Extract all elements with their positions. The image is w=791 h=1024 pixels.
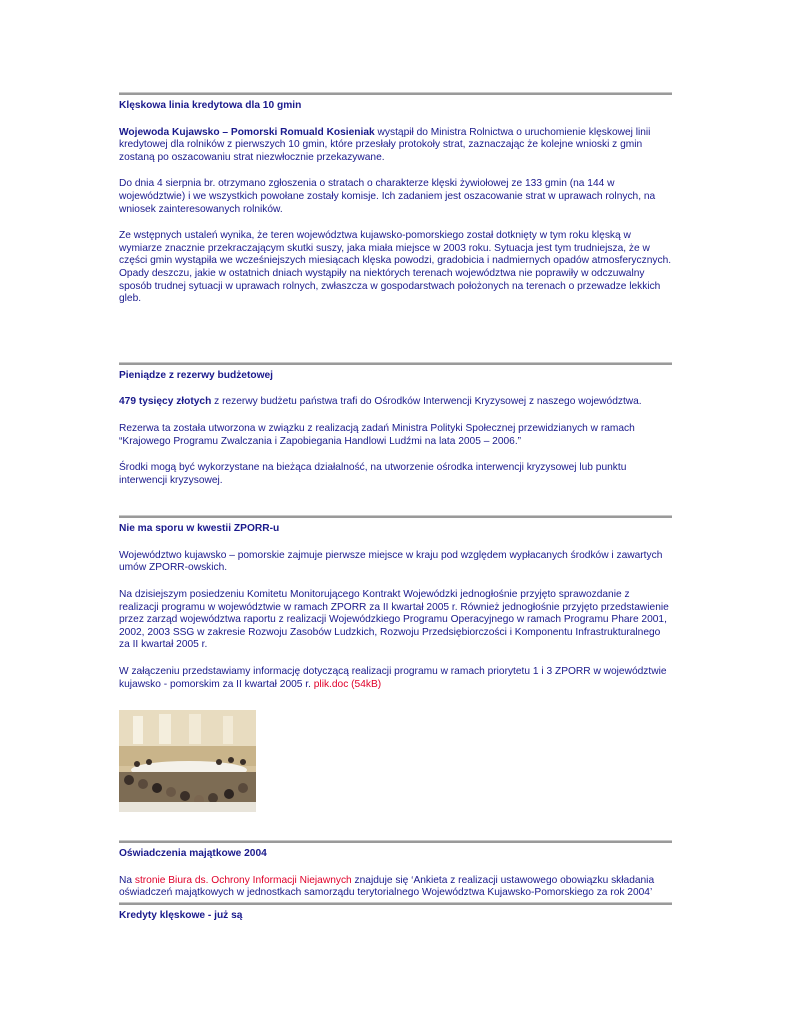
meeting-photo-drawing [119, 710, 256, 812]
paragraph-3-1: Województwo kujawsko – pomorskie zajmuje pierwsze miejsce w kraju pod względem wypłacanych środków i zawartych umów ZPORR-owskich. [119, 549, 663, 574]
section-divider [119, 840, 672, 843]
paragraph-1-2: Do dnia 4 sierpnia br. otrzymano zgłoszenia o stratach o charakterze klęski żywiołowej ze 133 gmin (na 144 w województwie) i we wszystkich powołane zostały komisje. Ich zadaniem jest oszacowanie strat w uprawach rolnych, na wniosek zainteresowanych rolników. [119, 178, 656, 215]
section-divider [119, 902, 672, 905]
section-title-2: Pieniądze z rezerwy budżetowej [119, 369, 273, 381]
paragraph-3-3 [119, 666, 672, 691]
paragraph-4-1-text: znajduje się ‘Ankieta z realizacji ustawowego obowiązku składania oświadczeń majątkowych w jednostkach samorządu terytorialnego Województwa Kujawsko-Pomorskiego za rok 2004’ [119, 874, 655, 899]
paragraph-2-1-text: z rezerwy budżetu państwa trafi do Ośrodków Interwencji Kryzysowej z naszego województwa. [211, 396, 642, 408]
paragraph-1-3: Ze wstępnych ustaleń wynika, że teren województwa kujawsko-pomorskiego został dotknięty w tym roku klęską w wymiarze znacznie przekraczającym skutki suszy, jaka miała miejsce w 2003 roku. Sytuacja jest tym trudniejsza, że w części gmin wystąpiła we wcześniejszych miesiącach klęska powodzi, gradobicia i nadmiernych opadów atmosferycznych. Opady deszczu, jakie w ostatnich dniach wystąpiły na niektórych terenach województwa nie poprawiły w odczuwalny sposób trudnej sytuacji w uprawach rolnych, zwłaszcza w gospodarstwach położonych na terenach o przewadze lekkich gleb. [119, 230, 672, 305]
paragraph-1-1-text: wystąpił do Ministra Rolnictwa o uruchomienie klęskowej linii kredytowej dla rolników z pierwszych 10 gmin, które przesłały protokoły strat, zaznaczając że kolejne wnioski z gmin zostaną po oszacowaniu strat niezwłocznie przekazywane. [119, 126, 651, 163]
paragraph-2-3: Środki mogą być wykorzystane na bieżąca działalność, na utworzenie ośrodka interwencji kryzysowej lub punktu interwencji kryzysowej. [119, 462, 627, 486]
section-divider [119, 515, 672, 518]
paragraph-4-1 [119, 875, 672, 900]
section-title-5: Kredyty klęskowe - już są [119, 910, 243, 921]
niejawnych-office-link[interactable]: stronie Biura ds. Ochrony Informacji Niejawnych [134, 874, 352, 886]
paragraph-1-1 [119, 127, 672, 165]
attachment-size: (54kB) [348, 678, 382, 690]
attachment-link[interactable]: plik.doc [313, 678, 349, 690]
paragraph-4-1-prefix: Na [119, 874, 135, 886]
meeting-photo [119, 710, 256, 812]
paragraph-3-3-text: W załączeniu przedstawiamy informację dotyczącą realizacji programu w ramach priorytetu 1 i 3 ZPORR w województwie kujawsko - pomorskim za II kwartał 2005 r. [119, 666, 667, 690]
paragraph-1-1-bold: Wojewoda Kujawsko – Pomorski Romuald Kosieniak [119, 126, 375, 138]
section-title-1: Klęskowa linia kredytowa dla 10 gmin [119, 100, 302, 111]
article-column [119, 92, 672, 923]
paragraph-2-1-bold: 479 tysięcy złotych [119, 396, 212, 408]
paragraph-2-1 [119, 396, 672, 409]
section-title-4: Oświadczenia majątkowe 2004 [119, 848, 267, 860]
section-divider [119, 362, 672, 365]
section-title-3: Nie ma sporu w kwestii ZPORR-u [119, 523, 280, 535]
section-divider [119, 92, 672, 95]
paragraph-2-2: Rezerwa ta została utworzona w związku z realizacją zadań Ministra Polityki Społecznej przewidzianych w ramach “Krajowego Programu Zwalczania i Zapobiegania Handlowi Ludźmi na lata 2005 – 2006.” [119, 422, 635, 447]
paragraph-3-2: Na dzisiejszym posiedzeniu Komitetu Monitorującego Kontrakt Wojewódzki jednogłośnie przyjęto sprawozdanie z realizacji programu w województwie w ramach ZPORR za II kwartał 2005 r. Również jednogłośnie przyjęto przedstawienie przez zarząd województwa raportu z realizacji Wojewódzkiego Programu Operacyjnego w ramach Programu Phare 2001, 2002, 2003 SSG w zakresie Rozwoju Zasobów Ludzkich, Rozwoju Przedsiębiorczości i Komponentu Infrastrukturalnego za II kwartał 2005 r. [119, 589, 669, 651]
